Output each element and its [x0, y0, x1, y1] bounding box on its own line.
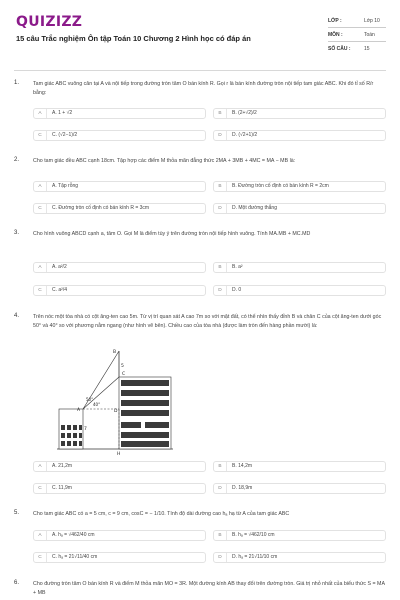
meta-value: Lớp 10	[364, 18, 380, 24]
option-letter: A	[34, 531, 47, 540]
option-text: B. 14,2m	[232, 463, 253, 469]
option-d[interactable]	[213, 483, 386, 494]
option-letter: D	[214, 204, 227, 213]
label-7: 7	[84, 427, 87, 432]
label-h: H	[117, 452, 121, 457]
question-number: 2.	[14, 157, 20, 163]
option-letter: A	[34, 462, 47, 471]
sight-line-base	[83, 377, 119, 409]
meta-label: SỐ CÂU :	[328, 46, 351, 52]
label-angle-40: 40°	[93, 402, 101, 407]
option-letter: C	[34, 484, 47, 493]
option-letter: B	[214, 109, 227, 118]
option-b[interactable]	[213, 461, 386, 472]
option-text: B. a²	[232, 264, 243, 270]
option-d[interactable]	[213, 130, 386, 141]
option-text: A. hₐ = √462/40 cm	[52, 532, 95, 538]
option-text: B. hₐ = √462/10 cm	[232, 532, 275, 538]
label-d: D	[114, 409, 118, 414]
page-title: 15 câu Trắc nghiệm Ôn tập Toán 10 Chương 2 Hình học có đáp án	[16, 34, 251, 43]
question-text: Cho đường tròn tâm O bán kính R và điểm M thỏa mãn MO = 3R. Một đường kính AB thay đổi trên đường tròn. Giá trị nhỏ nhất của biểu thức S = MA + MB	[33, 581, 385, 596]
option-text: C. 11,9m	[52, 485, 72, 491]
label-5: 5	[121, 364, 124, 369]
option-letter: A	[34, 109, 47, 118]
option-text: C. Đường tròn cố định có bán kính R = 3cm	[52, 205, 150, 211]
header-divider	[14, 70, 386, 71]
option-letter: D	[214, 553, 227, 562]
option-b[interactable]	[213, 108, 386, 119]
question-number: 5.	[14, 510, 20, 516]
meta-label: LỚP :	[328, 18, 342, 24]
option-a[interactable]	[33, 262, 206, 273]
building-antenna-figure	[55, 345, 175, 457]
target-building-windows	[121, 380, 169, 447]
option-text: A. a²/2	[52, 264, 67, 270]
option-a[interactable]	[33, 108, 206, 119]
option-a[interactable]	[33, 181, 206, 192]
option-letter: B	[214, 263, 227, 272]
option-letter: B	[214, 182, 227, 191]
option-text: C. (√2−1)/2	[52, 132, 78, 138]
option-b[interactable]	[213, 530, 386, 541]
option-text: C. hₐ = 21√11/40 cm	[52, 554, 98, 560]
option-text: A. 1 + √2	[52, 110, 73, 116]
option-letter: A	[34, 263, 47, 272]
option-b[interactable]	[213, 262, 386, 273]
meta-label: MÔN :	[328, 32, 343, 38]
option-text: D. (√2+1)/2	[232, 132, 258, 138]
question-number: 1.	[14, 80, 20, 86]
meta-divider	[328, 41, 386, 42]
option-c[interactable]	[33, 285, 206, 296]
option-letter: B	[214, 531, 227, 540]
option-letter: A	[34, 182, 47, 191]
question-text: Cho tam giác đều ABC cạnh 18cm. Tập hợp các điểm M thỏa mãn đẳng thức 2MA + 3MB + 4MC = MA − MB là:	[33, 158, 296, 164]
option-d[interactable]	[213, 203, 386, 214]
meta-divider	[328, 27, 386, 28]
option-letter: D	[214, 131, 227, 140]
label-a: A	[77, 408, 81, 413]
label-angle-50: 50°	[86, 397, 94, 402]
option-text: B. (2+√2)/2	[232, 110, 257, 116]
option-a[interactable]	[33, 461, 206, 472]
option-a[interactable]	[33, 530, 206, 541]
option-letter: C	[34, 131, 47, 140]
question-text: Cho tam giác ABC có a = 5 cm, c = 9 cm, cosC = − 1/10. Tính độ dài đường cao hₐ hạ từ A của tam giác ABC	[33, 511, 290, 517]
option-text: D. Một đường thẳng	[232, 205, 277, 211]
label-c: C	[122, 372, 126, 377]
option-letter: C	[34, 553, 47, 562]
option-letter: C	[34, 286, 47, 295]
question-number: 6.	[14, 580, 20, 586]
option-letter: D	[214, 484, 227, 493]
option-text: A. 21,2m	[52, 463, 73, 469]
meta-value: Toán	[364, 32, 375, 38]
meta-value: 15	[364, 46, 370, 52]
page-header	[0, 0, 400, 70]
question-number: 3.	[14, 230, 20, 236]
question-text: Cho hình vuông ABCD cạnh a, tâm O. Gọi M là điểm tùy ý trên đường tròn nội tiếp hình vuông. Tính MA.MB + MC.MD	[33, 231, 311, 237]
option-text: D. hₐ = 21√11/10 cm	[232, 554, 278, 560]
option-b[interactable]	[213, 181, 386, 192]
quizizz-logo[interactable]: QUIZIZZ	[16, 14, 83, 30]
option-text: D. 18,9m	[232, 485, 253, 491]
option-letter: D	[214, 286, 227, 295]
option-text: B. Đường tròn cố định có bán kính R = 2cm	[232, 183, 329, 189]
question-text: Trên nóc một tòa nhà có cột ăng-ten cao 5m. Từ vị trí quan sát A cao 7m so với mặt đất, có thể nhìn thấy đỉnh B và chân C của cột ăng-ten dưới góc 50° và 40° so với phương nằm ngang (như hình vẽ bên). Chiều cao của tòa nhà (được làm tròn đến hàng phần mười) là:	[33, 314, 382, 329]
option-c[interactable]	[33, 203, 206, 214]
option-c[interactable]	[33, 130, 206, 141]
question-text: Tam giác ABC vuông cân tại A và nội tiếp trong đường tròn tâm O bán kính R. Gọi r là bán kính đường tròn nội tiếp tam giác ABC. Khi đó tỉ số R/r bằng:	[33, 81, 374, 96]
option-text: D. 0	[232, 287, 242, 293]
option-d[interactable]	[213, 285, 386, 296]
option-text: A. Tập rỗng	[52, 183, 79, 189]
option-text: C. a²/4	[52, 287, 68, 293]
question-number: 4.	[14, 313, 20, 319]
option-letter: B	[214, 462, 227, 471]
option-d[interactable]	[213, 552, 386, 563]
option-c[interactable]	[33, 552, 206, 563]
option-letter: C	[34, 204, 47, 213]
option-c[interactable]	[33, 483, 206, 494]
label-b: B	[113, 350, 117, 355]
